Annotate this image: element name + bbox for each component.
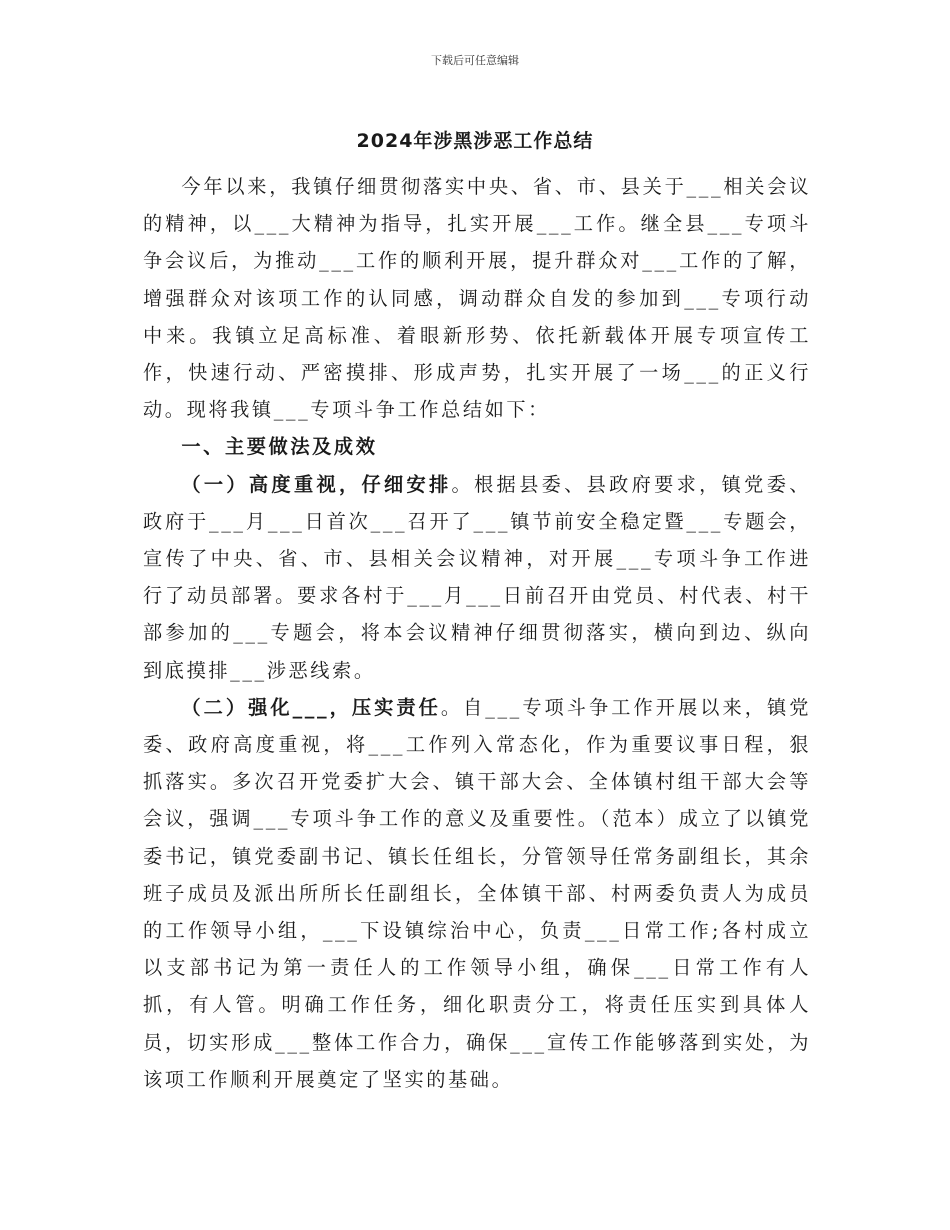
document-body [143, 168, 811, 1098]
intro-paragraph: 今年以来，我镇仔细贯彻落实中央、省、市、县关于___相关会议的精神，以___大精神为指导，扎实开展___工作。继全县___专项斗争会议后，为推动___工作的顺利开展，提升群众对___工作的了解，增强群众对该项工作的认同感，调动群众自发的参加到___专项行动中来。我镇立足高标准、着眼新形势、依托新载体开展专项宣传工作，快速行动、严密摸排、形成声势，扎实开展了一场___的正义行动。现将我镇___专项斗争工作总结如下： [143, 175, 811, 422]
section-heading: 一、主要做法及成效 [181, 435, 378, 459]
header-note: 下载后可任意编辑 [431, 54, 519, 67]
document-title: 2024年涉黑涉恶工作总结 [356, 130, 594, 152]
paragraph-1 [143, 466, 811, 689]
paragraph-1-body: 。根据县委、县政府要求，镇党委、政府于___月___日首次___召开了___镇节前安全稳定暨___专题会，宣传了中央、省、市、县相关会议精神，对开展___专项斗争工作进行了动员部署。要求各村于___月___日前召开由党员、村代表、村干部参加的___专题会，将本会议精神仔细贯彻落实，横向到边、纵向到底摸排___涉恶线索。 [143, 472, 811, 682]
paragraph-2-lead: （二）强化___，压实责任 [181, 695, 441, 719]
paragraph-2 [143, 689, 811, 1098]
paragraph-1-lead: （一）高度重视，仔细安排 [181, 472, 452, 496]
paragraph-2-body: 。自___专项斗争工作开展以来，镇党委、政府高度重视，将___工作列入常态化，作为重要议事日程，狠抓落实。多次召开党委扩大会、镇干部大会、全体镇村组干部大会等会议，强调___专项斗争工作的意义及重要性。（范本）成立了以镇党委书记，镇党委副书记、镇长任组长，分管领导任常务副组长，其余班子成员及派出所所长任副组长，全体镇干部、村两委负责人为成员的工作领导小组，___下设镇综治中心，负责___日常工作;各村成立以支部书记为第一责任人的工作领导小组，确保___日常工作有人抓，有人管。明确工作任务，细化职责分工，将责任压实到具体人员，切实形成___整体工作合力，确保___宣传工作能够落到实处，为该项工作顺利开展奠定了坚实的基础。 [143, 695, 811, 1091]
